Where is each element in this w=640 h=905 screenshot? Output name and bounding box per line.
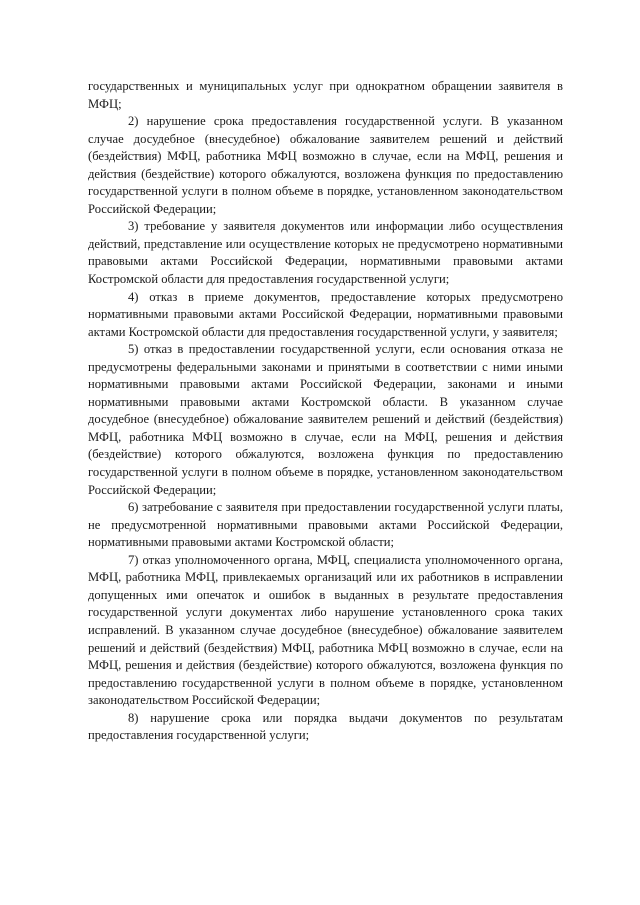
paragraph-item-3: 3) требование у заявителя документов или информации либо осуществления действий, представление или осуществление которых не предусмотрено нормативными правовыми актами Российской Федерации, нормативными правовыми актами Костромской области для предоставления государственной услуги; [88,219,563,287]
document-page [88,78,563,745]
paragraph-item-2: 2) нарушение срока предоставления государственной услуги. В указанном случае досудебное (внесудебное) обжалование заявителем решений и действий (бездействия) МФЦ, работника МФЦ возможно в случае, если на МФЦ, решения и действия (бездействие) которого обжалуются, возложена функция по предоставлению государственной услуги в полном объеме в порядке, установленном законодательством Российской Федерации; [88,114,563,216]
paragraph-item-7: 7) отказ уполномоченного органа, МФЦ, специалиста уполномоченного органа, МФЦ, работника МФЦ, привлекаемых организаций или их работников в исправлении допущенных ими опечаток и ошибок в выданных в результате предоставления государственной услуги документах либо нарушение установленного срока таких исправлений. В указанном случае досудебное (внесудебное) обжалование заявителем решений и действий (бездействия) МФЦ, работника МФЦ возможно в случае, если на МФЦ, решения и действия (бездействие) которого обжалуются, возложена функция по предоставлению государственной услуги в полном объеме в порядке, установленном законодательством Российской Федерации; [88,552,563,708]
paragraph-item-6: 6) затребование с заявителя при предоставлении государственной услуги платы, не предусмотренной нормативными правовыми актами Российской Федерации, нормативными правовыми актами Костромской области; [88,500,563,550]
paragraph-item-5: 5) отказ в предоставлении государственной услуги, если основания отказа не предусмотрены федеральными законами и принятыми в соответствии с ними иными нормативными правовыми актами Российской Федерации, законами и иными нормативными правовыми актами Костромской области. В указанном случае досудебное (внесудебное) обжалование заявителем решений и действий (бездействия) МФЦ, работника МФЦ возможно в случае, если на МФЦ, решения и действия (бездействие) которого обжалуются, возложена функция по предоставлению государственной услуги в полном объеме в порядке, установленном законодательством Российской Федерации; [88,342,563,497]
paragraph-item-8: 8) нарушение срока или порядка выдачи документов по результатам предоставления государственной услуги; [88,710,563,743]
paragraph-item-4: 4) отказ в приеме документов, предоставление которых предусмотрено нормативными правовыми актами Российской Федерации, нормативными правовыми актами Костромской области для предоставления государственной услуги, у заявителя; [88,289,563,339]
paragraph-1-continuation: государственных и муниципальных услуг при однократном обращении заявителя в МФЦ; [88,79,563,111]
